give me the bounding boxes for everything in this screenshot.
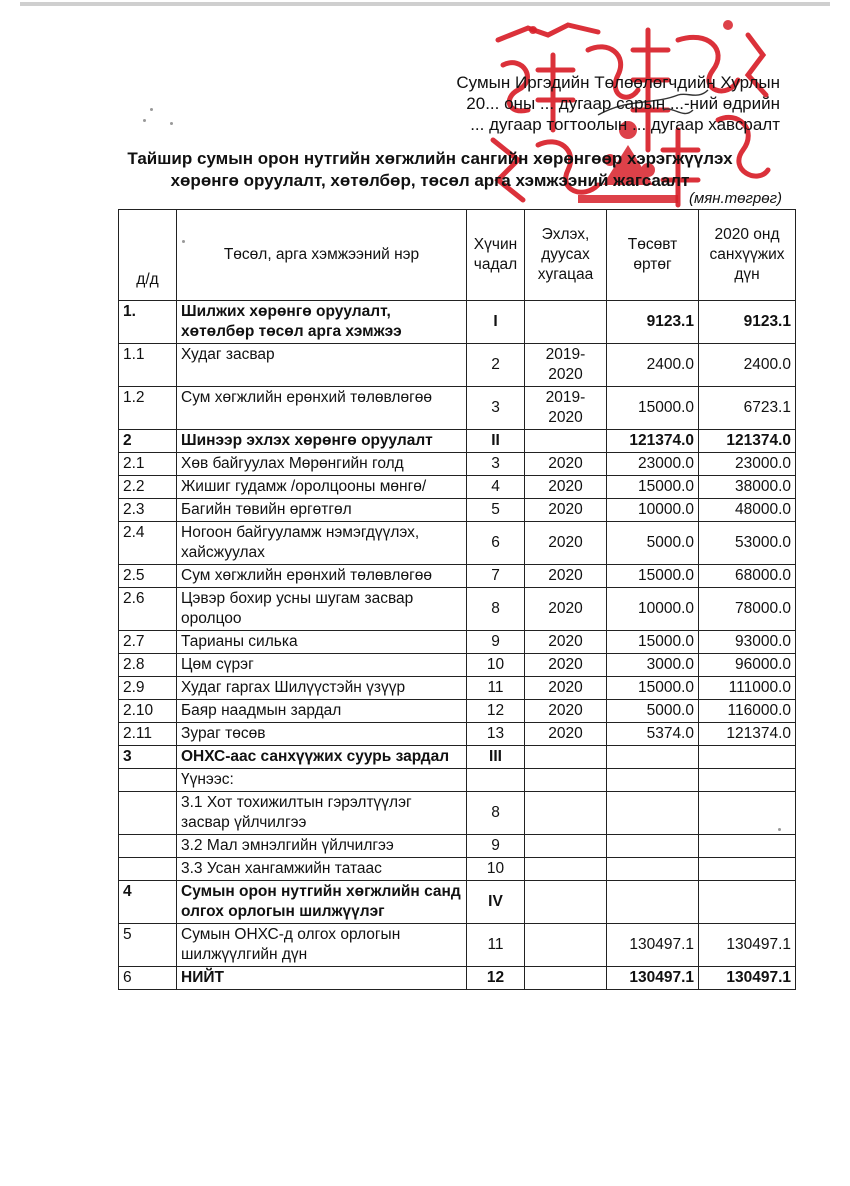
cell-name: 3.2 Мал эмнэлгийн үйлчилгээ xyxy=(177,835,467,858)
cell-cost: 5374.0 xyxy=(607,723,699,746)
cell-cost: 130497.1 xyxy=(607,924,699,967)
cell-funding-2020: 9123.1 xyxy=(699,301,796,344)
cell-period: 2019-2020 xyxy=(525,344,607,387)
header-line-date: 20... оны ... дугаар сарын ...-ний өдрийн xyxy=(466,94,780,113)
cell-number: 2.6 xyxy=(119,588,177,631)
table-row xyxy=(119,967,796,990)
cell-cost: 15000.0 xyxy=(607,387,699,430)
cell-funding-2020: 48000.0 xyxy=(699,499,796,522)
table-row xyxy=(119,723,796,746)
cell-number: 2.7 xyxy=(119,631,177,654)
table-row xyxy=(119,858,796,881)
title-line-1: Тайшир сумын орон нутгийн хөгжлийн сангийн хөрөнгөөр хэрэгжүүлэх xyxy=(127,149,733,168)
table-row xyxy=(119,654,796,677)
cell-name: Худаг засвар xyxy=(177,344,467,387)
cell-funding-2020: 38000.0 xyxy=(699,476,796,499)
cell-name: Сумын орон нутгийн хөгжлийн санд олгох орлогын шилжүүлэг xyxy=(177,881,467,924)
cell-funding-2020: 53000.0 xyxy=(699,522,796,565)
cell-capacity: II xyxy=(467,430,525,453)
cell-capacity: 8 xyxy=(467,588,525,631)
cell-capacity: 13 xyxy=(467,723,525,746)
cell-capacity: 8 xyxy=(467,792,525,835)
cell-period: 2020 xyxy=(525,631,607,654)
column-header-no: д/д xyxy=(119,210,177,301)
cell-capacity: 9 xyxy=(467,631,525,654)
table-row xyxy=(119,499,796,522)
table-row xyxy=(119,344,796,387)
cell-cost xyxy=(607,746,699,769)
table-row xyxy=(119,769,796,792)
cell-number: 2.2 xyxy=(119,476,177,499)
cell-funding-2020: 68000.0 xyxy=(699,565,796,588)
cell-number: 5 xyxy=(119,924,177,967)
cell-period xyxy=(525,835,607,858)
cell-funding-2020: 121374.0 xyxy=(699,430,796,453)
cell-funding-2020: 96000.0 xyxy=(699,654,796,677)
table-row xyxy=(119,700,796,723)
cell-period xyxy=(525,924,607,967)
document-title xyxy=(110,148,750,192)
cell-capacity: 3 xyxy=(467,453,525,476)
cell-capacity: 11 xyxy=(467,924,525,967)
cell-cost: 121374.0 xyxy=(607,430,699,453)
cell-capacity xyxy=(467,769,525,792)
cell-capacity: 12 xyxy=(467,967,525,990)
annex-header xyxy=(456,72,780,135)
cell-capacity: 9 xyxy=(467,835,525,858)
cell-cost xyxy=(607,835,699,858)
cell-period: 2020 xyxy=(525,476,607,499)
cell-capacity: 5 xyxy=(467,499,525,522)
cell-period: 2020 xyxy=(525,677,607,700)
cell-name: Сум хөгжлийн ерөнхий төлөвлөгөө xyxy=(177,565,467,588)
column-header-name: Төсөл, арга хэмжээний нэр xyxy=(177,210,467,301)
cell-number xyxy=(119,858,177,881)
cell-period: 2020 xyxy=(525,588,607,631)
cell-name: Цэвэр бохир усны шугам засвар оролцоо xyxy=(177,588,467,631)
column-header-period: Эхлэх, дуусах хугацаа xyxy=(525,210,607,301)
cell-name: Шилжих хөрөнгө оруулалт, хөтөлбөр төсөл арга хэмжээ xyxy=(177,301,467,344)
cell-funding-2020: 111000.0 xyxy=(699,677,796,700)
title-line-2: хөрөнгө оруулалт, хөтөлбөр, төсөл арга хэмжээний жагсаалт xyxy=(170,171,690,190)
cell-cost: 9123.1 xyxy=(607,301,699,344)
cell-number: 4 xyxy=(119,881,177,924)
cell-capacity: 3 xyxy=(467,387,525,430)
cell-cost: 15000.0 xyxy=(607,631,699,654)
cell-funding-2020: 130497.1 xyxy=(699,967,796,990)
cell-name: НИЙТ xyxy=(177,967,467,990)
cell-number: 2.10 xyxy=(119,700,177,723)
cell-number xyxy=(119,792,177,835)
cell-name: Зураг төсөв xyxy=(177,723,467,746)
currency-unit: (мян.төгрөг) xyxy=(688,190,782,207)
cell-cost xyxy=(607,792,699,835)
table-row xyxy=(119,430,796,453)
cell-capacity: 4 xyxy=(467,476,525,499)
cell-cost: 130497.1 xyxy=(607,967,699,990)
cell-number: 3 xyxy=(119,746,177,769)
project-list-table xyxy=(118,209,796,990)
cell-number: 2.1 xyxy=(119,453,177,476)
cell-name: Сумын ОНХС-д олгох орлогын шилжүүлгийн дүн xyxy=(177,924,467,967)
header-line-resolution: ... дугаар тогтоолын ... дугаар хавсралт xyxy=(470,115,780,134)
cell-period xyxy=(525,430,607,453)
cell-number: 2.5 xyxy=(119,565,177,588)
cell-funding-2020: 2400.0 xyxy=(699,344,796,387)
cell-number: 2.4 xyxy=(119,522,177,565)
cell-name: Хөв байгуулах Мөрөнгийн голд xyxy=(177,453,467,476)
table-row xyxy=(119,881,796,924)
table-row xyxy=(119,387,796,430)
cell-funding-2020: 116000.0 xyxy=(699,700,796,723)
table-row xyxy=(119,677,796,700)
column-header-capacity: Хүчин чадал xyxy=(467,210,525,301)
cell-cost: 15000.0 xyxy=(607,565,699,588)
cell-capacity: 7 xyxy=(467,565,525,588)
cell-funding-2020 xyxy=(699,835,796,858)
cell-name: ОНХС-аас санхүүжих суурь зардал xyxy=(177,746,467,769)
cell-period xyxy=(525,769,607,792)
cell-cost: 15000.0 xyxy=(607,677,699,700)
cell-number: 1. xyxy=(119,301,177,344)
cell-name: Сум хөгжлийн ерөнхий төлөвлөгөө xyxy=(177,387,467,430)
column-header-cost: Төсөвт өртөг xyxy=(607,210,699,301)
cell-number: 6 xyxy=(119,967,177,990)
cell-name: Ногоон байгууламж нэмэгдүүлэх, хайсжуулах xyxy=(177,522,467,565)
scan-top-edge xyxy=(20,2,830,6)
cell-cost: 15000.0 xyxy=(607,476,699,499)
table-header-row xyxy=(119,210,796,301)
cell-capacity: 10 xyxy=(467,858,525,881)
cell-capacity: 2 xyxy=(467,344,525,387)
cell-number: 2.3 xyxy=(119,499,177,522)
cell-cost: 23000.0 xyxy=(607,453,699,476)
cell-capacity: 6 xyxy=(467,522,525,565)
cell-period xyxy=(525,746,607,769)
cell-cost: 2400.0 xyxy=(607,344,699,387)
table-row xyxy=(119,476,796,499)
cell-capacity: III xyxy=(467,746,525,769)
cell-number xyxy=(119,835,177,858)
cell-capacity: 12 xyxy=(467,700,525,723)
cell-name: Багийн төвийн өргөтгөл xyxy=(177,499,467,522)
cell-number xyxy=(119,769,177,792)
cell-capacity: I xyxy=(467,301,525,344)
cell-period: 2020 xyxy=(525,499,607,522)
cell-number: 2.9 xyxy=(119,677,177,700)
cell-number: 1.1 xyxy=(119,344,177,387)
table-row xyxy=(119,588,796,631)
cell-funding-2020 xyxy=(699,858,796,881)
cell-funding-2020 xyxy=(699,792,796,835)
cell-period: 2020 xyxy=(525,522,607,565)
cell-name: Үүнээс: xyxy=(177,769,467,792)
cell-capacity: 10 xyxy=(467,654,525,677)
table-row xyxy=(119,565,796,588)
cell-cost xyxy=(607,858,699,881)
table-row xyxy=(119,746,796,769)
table-row xyxy=(119,924,796,967)
cell-number: 2 xyxy=(119,430,177,453)
cell-funding-2020: 93000.0 xyxy=(699,631,796,654)
cell-number: 2.11 xyxy=(119,723,177,746)
cell-period: 2020 xyxy=(525,453,607,476)
table-body xyxy=(119,301,796,990)
cell-period xyxy=(525,881,607,924)
cell-funding-2020: 23000.0 xyxy=(699,453,796,476)
cell-period: 2019-2020 xyxy=(525,387,607,430)
cell-name: Шинээр эхлэх хөрөнгө оруулалт xyxy=(177,430,467,453)
cell-name: Баяр наадмын зардал xyxy=(177,700,467,723)
cell-cost xyxy=(607,881,699,924)
cell-funding-2020 xyxy=(699,746,796,769)
cell-capacity: IV xyxy=(467,881,525,924)
cell-cost xyxy=(607,769,699,792)
cell-funding-2020 xyxy=(699,769,796,792)
table-row xyxy=(119,792,796,835)
cell-cost: 10000.0 xyxy=(607,499,699,522)
cell-period: 2020 xyxy=(525,723,607,746)
cell-cost: 10000.0 xyxy=(607,588,699,631)
cell-number: 1.2 xyxy=(119,387,177,430)
cell-funding-2020: 78000.0 xyxy=(699,588,796,631)
cell-name: 3.1 Хот тохижилтын гэрэлтүүлэг засвар үйлчилгээ xyxy=(177,792,467,835)
cell-number: 2.8 xyxy=(119,654,177,677)
cell-name: Цөм сүрэг xyxy=(177,654,467,677)
cell-period: 2020 xyxy=(525,565,607,588)
cell-period xyxy=(525,858,607,881)
cell-cost: 5000.0 xyxy=(607,700,699,723)
table-row xyxy=(119,522,796,565)
cell-capacity: 11 xyxy=(467,677,525,700)
cell-name: Худаг гаргах Шилүүстэйн үзүүр xyxy=(177,677,467,700)
cell-period xyxy=(525,792,607,835)
cell-funding-2020 xyxy=(699,881,796,924)
cell-name: Тарианы силька xyxy=(177,631,467,654)
cell-cost: 5000.0 xyxy=(607,522,699,565)
cell-cost: 3000.0 xyxy=(607,654,699,677)
cell-period: 2020 xyxy=(525,654,607,677)
column-header-funding-2020: 2020 онд санхүүжих дүн xyxy=(699,210,796,301)
cell-funding-2020: 130497.1 xyxy=(699,924,796,967)
cell-name: Жишиг гудамж /оролцооны мөнгө/ xyxy=(177,476,467,499)
cell-funding-2020: 6723.1 xyxy=(699,387,796,430)
cell-funding-2020: 121374.0 xyxy=(699,723,796,746)
table-row xyxy=(119,835,796,858)
header-line-council: Сумын Иргэдийн Төлөөлөгчдийн Хурлын xyxy=(456,73,780,92)
cell-name: 3.3 Усан хангамжийн татаас xyxy=(177,858,467,881)
cell-period xyxy=(525,967,607,990)
table-row xyxy=(119,631,796,654)
cell-period: 2020 xyxy=(525,700,607,723)
cell-period xyxy=(525,301,607,344)
table-row xyxy=(119,453,796,476)
table-row xyxy=(119,301,796,344)
